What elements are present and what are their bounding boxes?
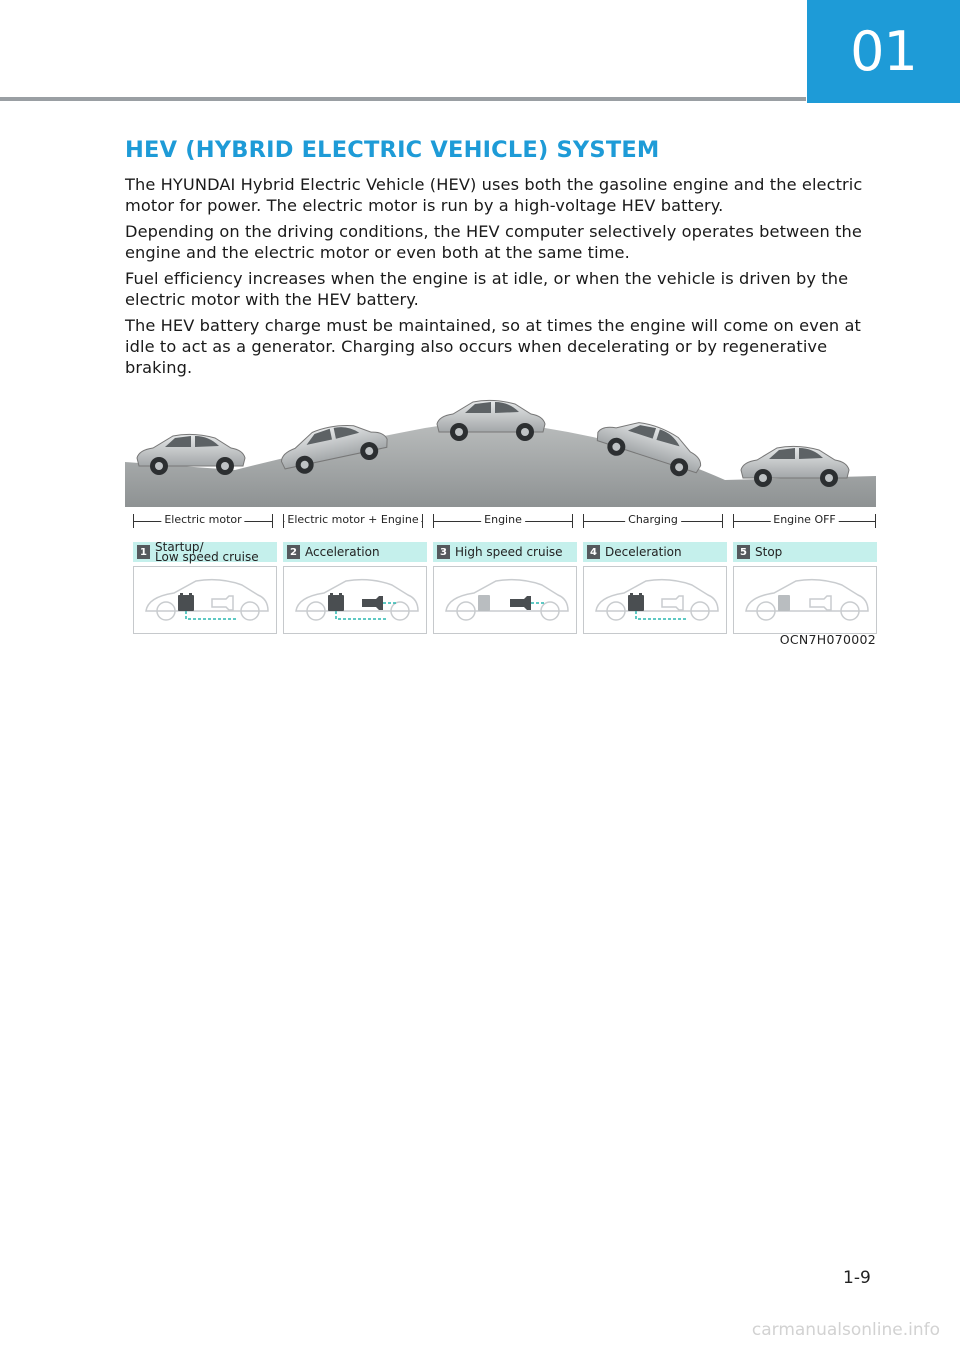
- paragraph: The HEV battery charge must be maintained, so at times the engine will come on even at idle to act as a generator. Charging also occurs when decelerating or by regenerative braking.: [125, 316, 862, 377]
- phase-engine: [433, 512, 573, 530]
- hill-cars-illustration: [125, 392, 876, 507]
- phase-charging: [583, 512, 723, 530]
- watermark: carmanualsonline.info: [751, 1320, 940, 1340]
- mode-number: 4: [587, 545, 600, 559]
- engine-icon: [662, 596, 683, 610]
- battery-icon: [628, 593, 644, 611]
- battery-icon: [328, 593, 344, 611]
- phase-label: Charging: [625, 513, 681, 526]
- mode-label: Deceleration: [605, 544, 682, 559]
- mode-label: High speed cruise: [455, 544, 563, 559]
- mode-label: Acceleration: [305, 544, 380, 559]
- mode-header: [283, 542, 427, 562]
- mode-number: 2: [287, 545, 300, 559]
- mode-header: [133, 539, 277, 564]
- mode-diagram: [133, 566, 277, 634]
- paragraph: Fuel efficiency increases when the engine is at idle, or when the vehicle is driven by the electric motor with the HEV battery.: [125, 269, 849, 309]
- phase-label: Engine: [481, 513, 525, 526]
- phase-electric-motor: [133, 512, 273, 530]
- mode-startup: [133, 539, 277, 634]
- mode-header: [733, 542, 877, 562]
- mode-number: 3: [437, 545, 450, 559]
- chapter-tab: [807, 0, 960, 103]
- mode-diagram: [433, 566, 577, 634]
- engine-icon: [810, 596, 831, 610]
- section-title: HEV (HYBRID ELECTRIC VEHICLE) SYSTEM: [125, 137, 660, 163]
- mode-label: Startup/ Low speed cruise: [155, 539, 259, 564]
- phase-label: Engine OFF: [770, 513, 839, 526]
- engine-icon: [510, 596, 531, 610]
- engine-icon: [212, 596, 233, 610]
- mode-diagram: [733, 566, 877, 634]
- phase-row: [125, 512, 876, 530]
- figure-code: OCN7H070002: [779, 632, 876, 647]
- mode-diagram: [283, 566, 427, 634]
- page-number: 1-9: [843, 1268, 871, 1288]
- body-text: [125, 174, 895, 383]
- mode-label: Stop: [755, 544, 783, 559]
- mode-diagram: [583, 566, 727, 634]
- mode-acceleration: [283, 542, 427, 634]
- battery-icon: [178, 593, 194, 611]
- paragraph: The HYUNDAI Hybrid Electric Vehicle (HEV) uses both the gasoline engine and the electric motor for power. The electric motor is run by a high-voltage HEV battery.: [125, 175, 863, 215]
- paragraph: Depending on the driving conditions, the HEV computer selectively operates between the engine and the electric motor or even both at the same time.: [125, 222, 862, 262]
- battery-icon: [478, 595, 490, 611]
- phase-label: Electric motor: [161, 513, 244, 526]
- chapter-number: 01: [850, 20, 917, 83]
- mode-header: [583, 542, 727, 562]
- header-rule: [0, 97, 806, 101]
- mode-header: [433, 542, 577, 562]
- mode-number: 5: [737, 545, 750, 559]
- mode-number: 1: [137, 545, 150, 559]
- phase-label: Electric motor + Engine: [284, 513, 421, 526]
- hev-mode-figure: [125, 392, 876, 652]
- mode-deceleration: [583, 542, 727, 634]
- battery-icon: [778, 595, 790, 611]
- mode-high-speed-cruise: [433, 542, 577, 634]
- engine-icon: [362, 596, 383, 610]
- phase-electric-motor-engine: [283, 512, 423, 530]
- mode-stop: [733, 542, 877, 634]
- phase-engine-off: [733, 512, 876, 530]
